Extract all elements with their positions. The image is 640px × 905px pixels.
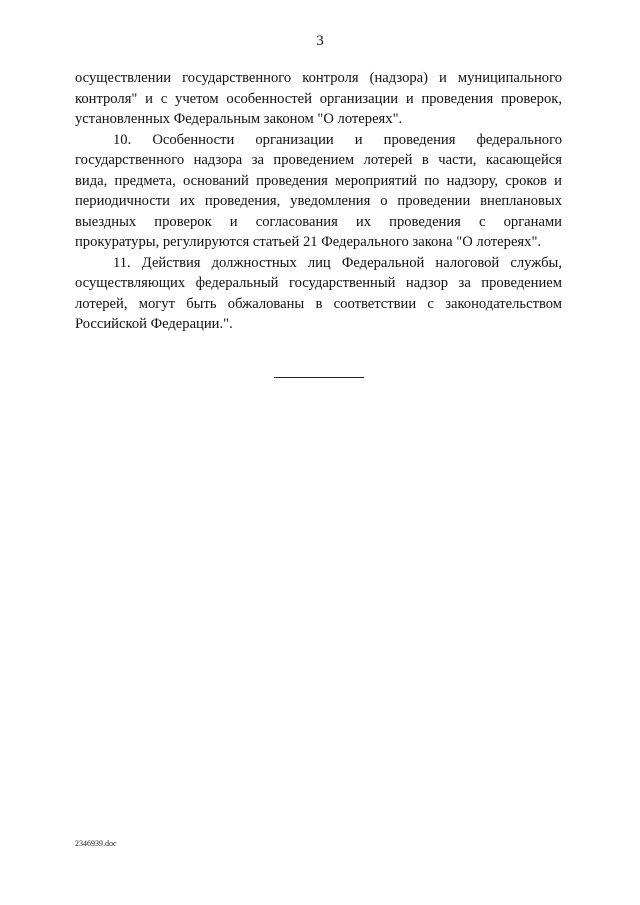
text-line: осуществлении государственного контроля (надзора) и муниципального: [75, 70, 562, 86]
end-separator-line: [274, 377, 364, 378]
text-line: контроля" и с учетом особенностей организации и проведения проверок,: [75, 90, 562, 107]
paragraph-item-11: [75, 253, 562, 335]
text-line: вида, предмета, оснований проведения мероприятий по надзору, сроков и: [75, 172, 562, 189]
text-line: лотерей, могут быть обжалованы в соответствии с законодательством: [75, 295, 562, 312]
page-number: 3: [316, 33, 324, 49]
paragraph-item-10: [75, 130, 562, 253]
text-line: периодичности их проведения, уведомления о проведении внеплановых: [75, 193, 562, 209]
document-body: [75, 68, 562, 335]
paragraph-intro: [75, 68, 562, 130]
text-line: выездных проверок и согласования их проведения с органами: [75, 213, 562, 230]
document-file-id: 2346939.doc: [75, 839, 117, 848]
text-line: 11. Действия должностных лиц Федеральной налоговой службы,: [113, 254, 562, 271]
text-line: прокуратуры, регулируются статьей 21 Федерального закона "О лотереях".: [75, 234, 542, 250]
text-line: 10. Особенности организации и проведения федерального: [113, 131, 562, 148]
text-line: Российской Федерации.".: [75, 316, 233, 332]
text-line: государственного надзора за проведением лотерей в части, касающейся: [75, 152, 562, 168]
text-line: осуществляющих федеральный государственный надзор за проведением: [75, 275, 562, 291]
text-line: установленных Федеральным законом "О лотереях".: [75, 111, 403, 127]
